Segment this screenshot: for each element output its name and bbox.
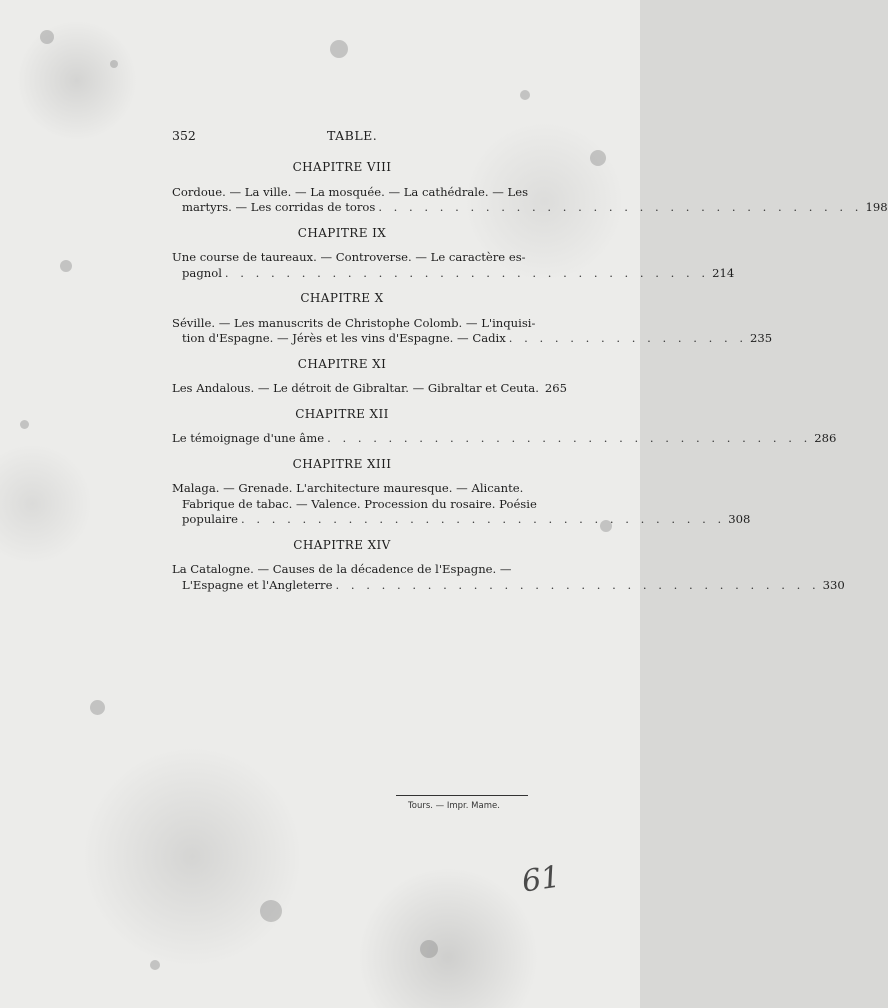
entry-text: La Catalogne. — Causes de la décadence de l'Espagne. — — [172, 562, 512, 576]
toc-entry-chapitre-x — [172, 291, 773, 347]
entry-text: populaire — [182, 512, 239, 526]
toc-entry-chapitre-viii — [172, 160, 888, 216]
chapter-heading: CHAPITRE XIV — [293, 537, 391, 552]
toc-entry-chapitre-xii — [172, 406, 837, 447]
leader-dots: . . . . . . . . . . . . . . . . . . . . . . . . . . . . . . . . — [378, 200, 863, 214]
entry-text: martyrs. — Les corridas de toros — [182, 200, 376, 214]
leader-dots: . . . . . . . . . . . . . . . . . . . . . . . . . . . . . . . . — [335, 577, 820, 592]
page-ref: 198 — [865, 200, 888, 214]
page-header — [172, 128, 502, 146]
toc-entry-chapitre-xi — [172, 356, 568, 397]
entry-text: Cordoue. — La ville. — La mosquée. — La cathédrale. — Les — [172, 184, 529, 199]
toc-entry-chapitre-ix — [172, 225, 735, 282]
leader-dots: . . . . . . . . . . . . . . . . . . . . . . . . . . . . . . . . — [241, 512, 726, 526]
page-ref: 235 — [750, 331, 773, 345]
entry-text: pagnol — [182, 265, 222, 280]
printer-imprint: Tours. — Impr. Mame. — [408, 801, 500, 811]
toc-entry-chapitre-xiv — [172, 537, 845, 594]
chapter-heading: CHAPITRE IX — [297, 225, 387, 240]
leader-dots: . . . . . . . . . . . . . . . . . . . . . . . . . . . . . . . . — [327, 431, 812, 445]
chapter-heading: CHAPITRE XI — [297, 356, 387, 371]
entry-text: Le témoignage d'une âme — [172, 431, 325, 445]
page-ref: 265 — [544, 381, 568, 395]
table-of-contents — [172, 160, 888, 603]
page-ref: 308 — [728, 512, 751, 526]
chapter-heading: CHAPITRE XIII — [292, 456, 392, 471]
leader-dots: . . . . . . . . . . . . . . . . — [508, 331, 748, 345]
footer-rule — [396, 795, 528, 796]
entry-text: L'Espagne et l'Angleterre — [182, 577, 333, 592]
chapter-heading: CHAPITRE VIII — [292, 160, 392, 174]
entry-text: Fabrique de tabac. — Valence. Procession du rosaire. Poésie — [182, 496, 537, 511]
page-ref: 286 — [814, 431, 837, 445]
chapter-heading: CHAPITRE X — [300, 291, 384, 305]
entry-text: tion d'Espagne. — Jérès et les vins d'Espagne. — Cadix — [182, 331, 506, 345]
entry-text: Une course de taureaux. — Controverse. — Le caractère es- — [172, 250, 526, 264]
chapter-heading: CHAPITRE XII — [295, 406, 389, 421]
handwritten-annotation: 61 — [519, 859, 563, 900]
entry-text: Séville. — Les manuscrits de Christophe Colomb. — L'inquisi- — [172, 315, 536, 330]
toc-entry-chapitre-xiii — [172, 456, 751, 528]
page-ref: 214 — [712, 265, 735, 280]
page-number: 352 — [172, 128, 196, 143]
running-title: TABLE. — [327, 128, 378, 143]
page-ref: 330 — [822, 577, 845, 592]
leader-dots: . . . . . . . . . . . . . . . . . . . . . . . . . . . . . . . . — [224, 265, 710, 280]
entry-text: Les Andalous. — Le détroit de Gibraltar. — Gibraltar et Ceuta. — [172, 381, 539, 395]
entry-text: Malaga. — Grenade. L'architecture mauresque. — Alicante. — [172, 481, 524, 495]
